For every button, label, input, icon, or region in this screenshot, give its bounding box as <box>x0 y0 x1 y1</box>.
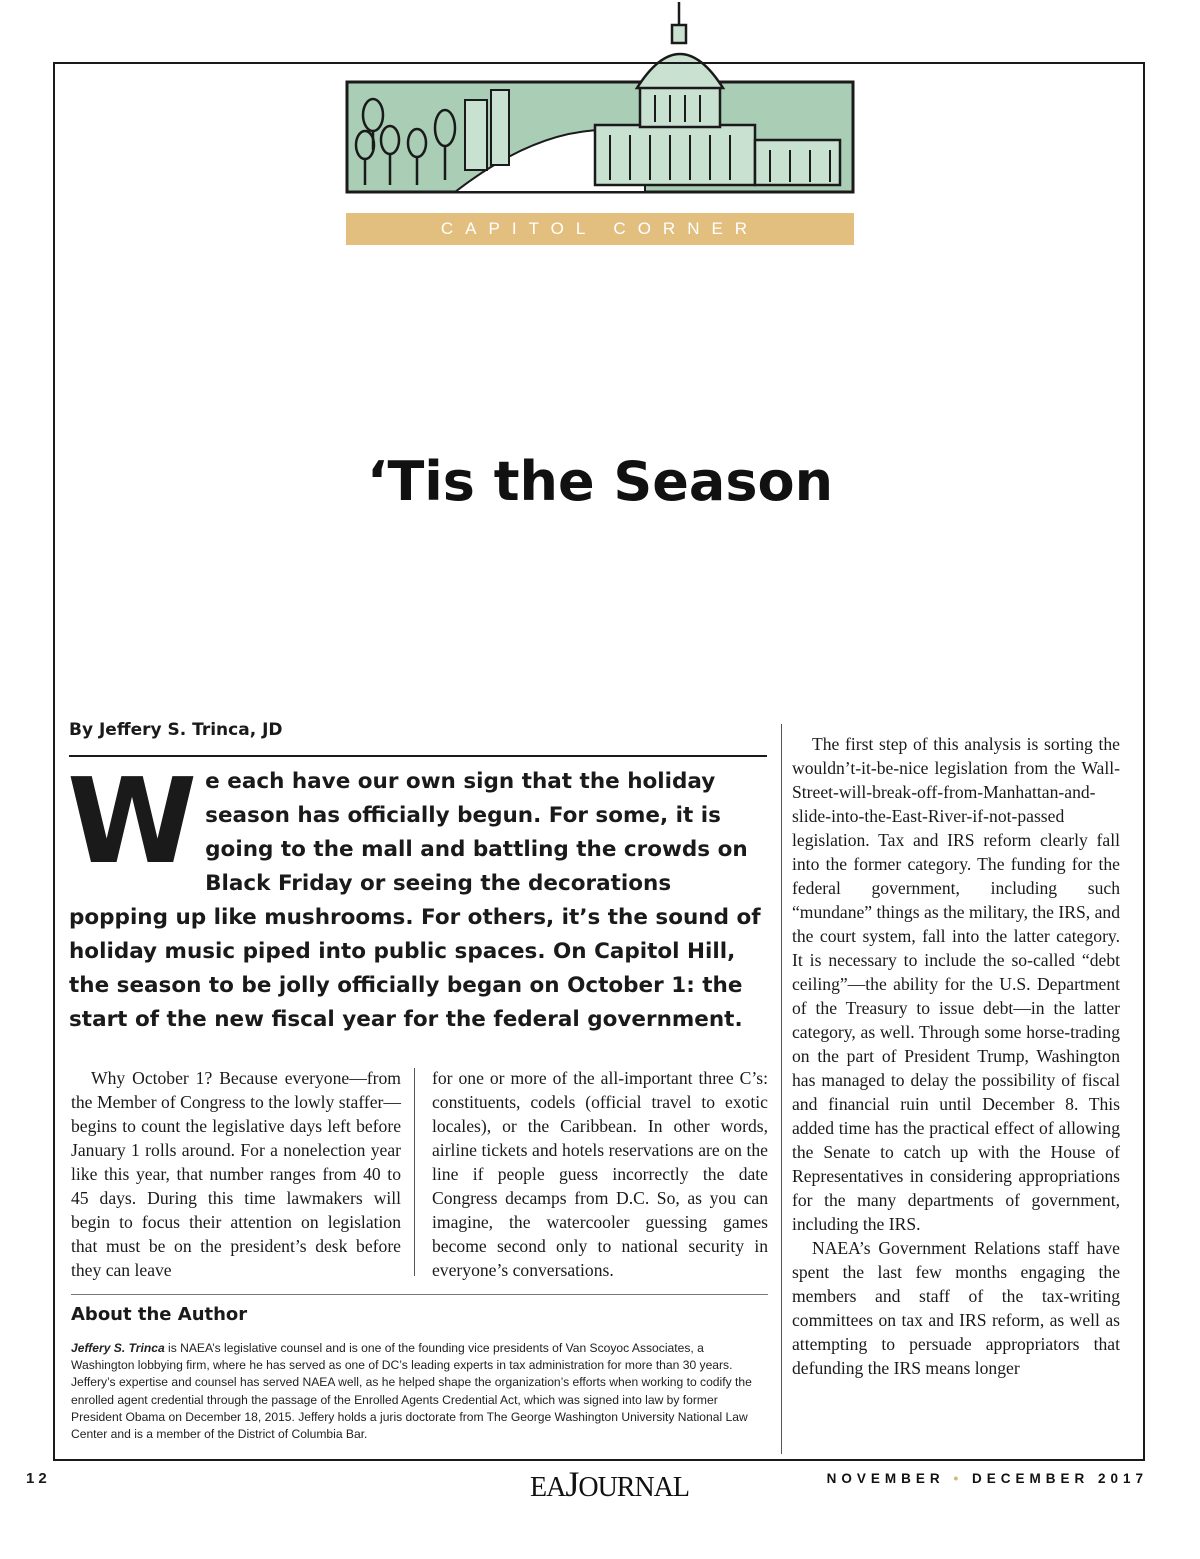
issue-month-start: NOVEMBER <box>826 1471 945 1486</box>
author-name: Jeffery S. Trinca <box>71 1341 165 1355</box>
author-heading: About the Author <box>71 1304 248 1325</box>
logo-rest: OURNAL <box>578 1472 690 1503</box>
issue-date <box>827 1471 1148 1486</box>
body-paragraph: NAEA’s Government Relations staff have spent the last few months engaging the members and staff of the tax-writing committees on tax and IRS reform, as well as attempting to persuade appropriators that defunding the IRS means longer <box>792 1238 1120 1378</box>
body-paragraph: The first step of this analysis is sorting the wouldn’t-it-be-nice legislation from the Wall-Street-will-break-off-from-Manhattan-and-slide-into-the-East-River-if-not-passed legislation. Tax and IRS reform clearly fall into the former category. The funding for the federal government, including such “mundane” things as the military, the IRS, and the court system, fall into the latter category. It is necessary to include the so-called “debt ceiling”—the ability for the U.S. Department of the Treasury to issue debt—in the latter category, as well. Through some horse-trading on the part of President Trump, Washington has managed to delay the possibility of fiscal and financial ruin until December 8. This added time has the practical effect of allowing the Senate to catch up with the House of Representatives in considering appropriations for the many departments of government, including the IRS. <box>792 734 1120 1234</box>
author-bio-text: is NAEA’s legislative counsel and is one of the founding vice presidents of Van Scoyoc Associates, a Washington lobbying firm, where he has served as one of DC’s leading experts in tax administration for more than 30 years. Jeffery’s expertise and counsel has served NAEA well, as he helped shape the organization’s efforts when working to codify the enrolled agent credential through the passage of the Enrolled Agents Credential Act, which was signed into law by former President Obama on December 18, 2015. Jeffery holds a juris doctorate from The George Washington University National Law Center and is a member of the District of Columbia Bar. <box>71 1341 752 1442</box>
body-paragraph: for one or more of the all-important three C’s: constituents, codels (official travel to exotic locales), or the Caribbean. In other words, airline tickets and hotels reservations are on the line if people guess incorrectly the date Congress decamps from D.C. So, as you can imagine, the watercooler guessing games become second only to national security in everyone’s conversations. <box>432 1068 768 1280</box>
body-column-3 <box>792 732 1120 1380</box>
issue-month-end: DECEMBER 2017 <box>971 1471 1148 1486</box>
body-paragraph: Why October 1? Because everyone—from the Member of Congress to the lowly staffer—begins to count the legislative days left before January 1 rolls around. For a nonelection year like this year, that number ranges from 40 to 45 days. During this time lawmakers will begin to focus their attention on legislation that must be on the president’s desk before they can leave <box>71 1068 401 1280</box>
column-divider <box>414 1068 415 1276</box>
author-bio <box>71 1340 769 1443</box>
column-divider <box>781 724 782 1454</box>
logo-j: J <box>565 1464 579 1504</box>
lead-paragraph <box>67 752 769 1037</box>
article-title: ‘Tis the Season <box>366 450 834 513</box>
section-label: CAPITOL CORNER <box>346 213 854 245</box>
author-divider <box>71 1294 768 1295</box>
byline: By Jeffery S. Trinca, JD <box>69 720 283 740</box>
body-column-1 <box>71 1066 401 1282</box>
issue-separator: • <box>953 1471 964 1486</box>
lead-text: e each have our own sign that the holiday season has officially begun. For some, it is going to the mall and battling the crowds on Black Friday or seeing the decorations popping up like mushrooms. For others, it’s the sound of holiday music piped into public spaces. On Capitol Hill, the season to be jolly officially began on October 1: the start of the new fiscal year for the federal government. <box>69 769 761 1032</box>
drop-cap: W <box>67 752 198 890</box>
body-column-2 <box>432 1066 768 1282</box>
logo-ea: EA <box>530 1472 566 1503</box>
page-number: 12 <box>26 1470 51 1487</box>
publication-logo <box>530 1463 689 1505</box>
